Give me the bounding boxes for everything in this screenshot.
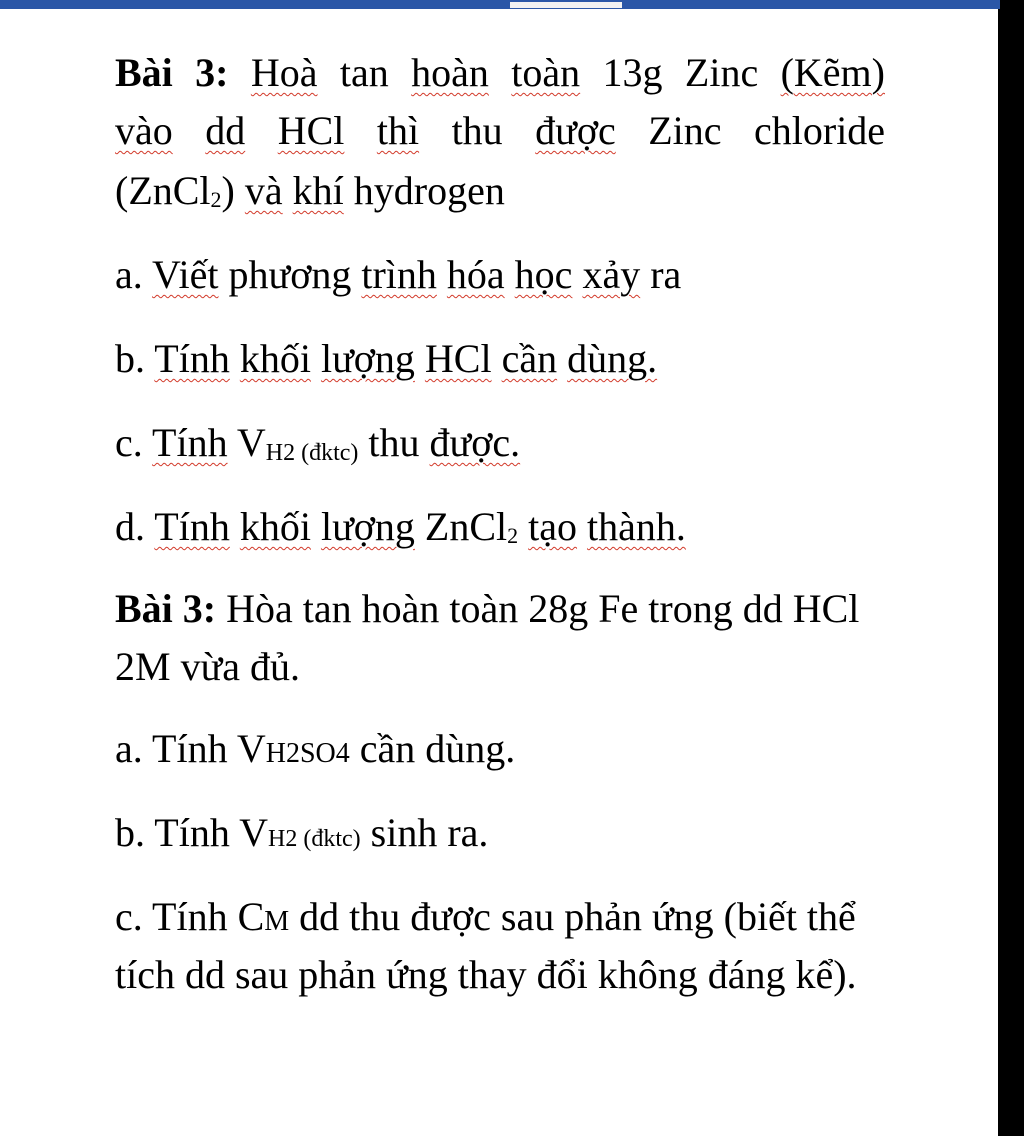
part-text: a. Tính V bbox=[115, 726, 266, 771]
word: (Kẽm) bbox=[780, 50, 885, 95]
word: lượng bbox=[320, 504, 415, 549]
word: hydrogen bbox=[353, 168, 505, 213]
word: phương bbox=[228, 252, 352, 297]
word: ra bbox=[650, 252, 682, 297]
problem2-line2 bbox=[115, 643, 300, 691]
problem2-text: Hòa tan hoàn toàn 28g Fe trong dd HCl bbox=[226, 586, 860, 631]
subscript: H2 (đktc) bbox=[268, 826, 361, 852]
word: khối bbox=[239, 336, 311, 381]
problem1-part-d bbox=[115, 503, 686, 560]
part-text: b. Tính V bbox=[115, 810, 268, 855]
subscript: M bbox=[264, 906, 290, 937]
word: HCl bbox=[424, 336, 492, 381]
document-page bbox=[0, 9, 998, 1136]
part-text: dd thu được sau phản ứng (biết thể bbox=[299, 894, 856, 939]
word: Hoà bbox=[250, 50, 318, 95]
subscript: H2SO4 bbox=[265, 738, 350, 769]
word: thu bbox=[451, 108, 503, 153]
word: học bbox=[514, 252, 573, 297]
part-label: a. bbox=[115, 252, 143, 297]
word: thu bbox=[368, 420, 420, 465]
problem2-part-c bbox=[115, 893, 856, 946]
part-text: cần dùng. bbox=[359, 726, 516, 771]
word: hoàn bbox=[411, 50, 489, 95]
word: thành. bbox=[587, 504, 686, 549]
part-label: d. bbox=[115, 504, 145, 549]
word: khối bbox=[239, 504, 311, 549]
subscript: H2 (đktc) bbox=[265, 440, 359, 466]
word: cần bbox=[501, 336, 558, 381]
variable: V bbox=[236, 420, 266, 465]
word: Zinc bbox=[648, 108, 722, 153]
word: HCl bbox=[277, 108, 345, 153]
word: chloride bbox=[754, 108, 886, 153]
word: hóa bbox=[446, 252, 505, 297]
problem1-line3 bbox=[115, 167, 505, 224]
word: và bbox=[244, 168, 283, 213]
word: 13g bbox=[602, 50, 663, 95]
word: tan bbox=[339, 50, 389, 95]
problem1-line2 bbox=[115, 107, 885, 155]
problem1-part-a bbox=[115, 251, 681, 299]
word: được. bbox=[429, 420, 521, 465]
formula-text: ) bbox=[221, 168, 235, 213]
top-toolbar-strip bbox=[0, 0, 1000, 9]
part-text: sinh ra. bbox=[370, 810, 489, 855]
part-label: b. bbox=[115, 336, 145, 381]
word: tạo bbox=[528, 504, 578, 549]
problem2-heading: Bài 3: bbox=[115, 586, 217, 631]
problem2-part-c-cont bbox=[115, 951, 857, 999]
subscript: 2 bbox=[507, 523, 519, 548]
word: lượng bbox=[320, 336, 415, 381]
problem1-part-b bbox=[115, 335, 657, 383]
word: khí bbox=[292, 168, 344, 213]
word: dd bbox=[205, 108, 246, 153]
problem2-line1 bbox=[115, 585, 859, 633]
part-text: c. Tính C bbox=[115, 894, 265, 939]
formula-text: ZnCl bbox=[424, 504, 508, 549]
subscript: 2 bbox=[210, 187, 222, 212]
problem1-heading: Bài 3: bbox=[115, 50, 229, 95]
part-label: c. bbox=[115, 420, 143, 465]
part-text: tích dd sau phản ứng thay đổi không đáng kể). bbox=[115, 952, 857, 997]
word: toàn bbox=[511, 50, 581, 95]
problem2-part-a bbox=[115, 725, 515, 778]
word: Tính bbox=[152, 420, 228, 465]
word: trình bbox=[361, 252, 437, 297]
word: Tính bbox=[154, 336, 230, 381]
formula-text: (ZnCl bbox=[115, 168, 211, 213]
word: xảy bbox=[582, 252, 641, 297]
problem2-text: 2M vừa đủ. bbox=[115, 644, 300, 689]
word: Viết bbox=[152, 252, 219, 297]
problem1-line1 bbox=[115, 49, 885, 97]
word: được bbox=[535, 108, 616, 153]
word: Tính bbox=[154, 504, 230, 549]
toolbar-indicator bbox=[510, 2, 622, 8]
problem2-part-b bbox=[115, 809, 488, 863]
problem1-part-c bbox=[115, 419, 520, 477]
word: dùng. bbox=[567, 336, 658, 381]
word: Zinc bbox=[684, 50, 759, 95]
word: vào bbox=[115, 108, 173, 153]
word: thì bbox=[376, 108, 420, 153]
